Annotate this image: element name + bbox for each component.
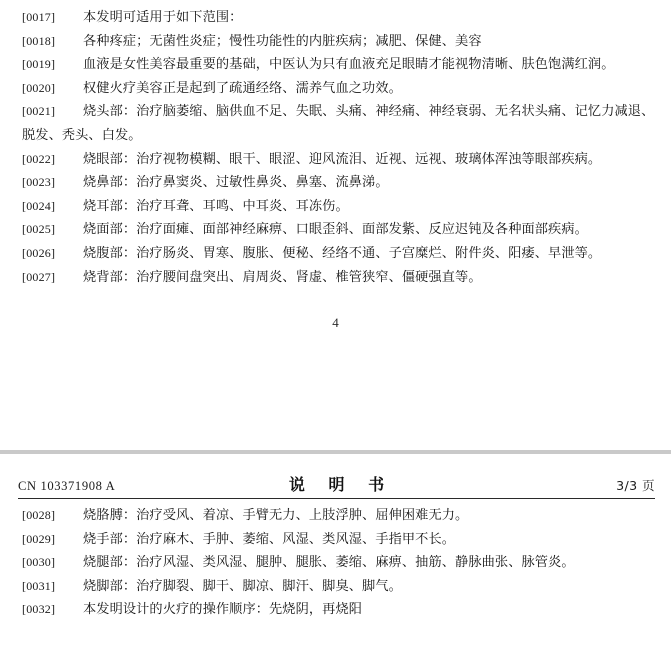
document-title: 说 明 书 [288, 475, 394, 494]
paragraph-number: [0018] [22, 33, 56, 48]
paragraph-number: [0029] [22, 531, 56, 546]
paragraph-0022 [0, 148, 671, 172]
paragraph-0018 [0, 30, 671, 54]
paragraph-text: 烧腹部：治疗肠炎、胃寒、腹胀、便秘、经络不通、子宫糜烂、附件炎、阳痿、早泄等。 [83, 245, 602, 261]
paragraph-number: [0022] [22, 151, 56, 166]
scanned-page-lower [0, 454, 671, 654]
paragraph-text: 烧头部：治疗脑萎缩、脑供血不足、失眠、头痛、神经痛、神经衰弱、无名状头痛、记忆力减退、脱发、秃头、白发。 [22, 104, 655, 143]
paragraph-text: 本发明可适用于如下范围： [83, 10, 243, 25]
paragraph-0027 [0, 266, 671, 290]
paragraph-text: 烧腿部：治疗风湿、类风湿、腿肿、腿胀、萎缩、麻痹、抽筋、静脉曲张、脉管炎。 [83, 555, 575, 571]
paragraph-number: [0030] [22, 555, 56, 570]
paragraph-0020 [0, 77, 671, 101]
paragraph-number: [0021] [22, 104, 56, 119]
paragraph-0030 [0, 551, 671, 575]
paragraph-0029 [0, 528, 671, 552]
page-indicator: 3/3 页 [616, 478, 655, 493]
paragraph-number: [0023] [22, 175, 56, 190]
paragraph-0028 [0, 504, 671, 528]
paragraph-text: 烧眼部：治疗视物模糊、眼干、眼涩、迎风流泪、近视、远视、玻璃体浑浊等眼部疾病。 [83, 151, 602, 167]
paragraph-0032 [0, 598, 671, 622]
paragraph-0026 [0, 242, 671, 266]
paragraph-text: 烧面部：治疗面瘫、面部神经麻痹、口眼歪斜、面部发紫、反应迟钝及各种面部疾病。 [83, 222, 588, 238]
lower-page-body [0, 499, 671, 622]
paragraph-text: 烧鼻部：治疗鼻窦炎、过敏性鼻炎、鼻塞、流鼻涕。 [83, 175, 389, 191]
paragraph-0025 [0, 218, 671, 242]
paragraph-number: [0027] [22, 269, 56, 284]
paragraph-number: [0024] [22, 198, 56, 213]
paragraph-text: 烧耳部：治疗耳聋、耳鸣、中耳炎、耳冻伤。 [83, 198, 349, 214]
paragraph-number: [0028] [22, 508, 56, 522]
paragraph-0019 [0, 53, 671, 77]
document-running-header [18, 468, 655, 499]
paragraph-number: [0026] [22, 245, 56, 260]
paragraph-0021 [0, 100, 671, 147]
paragraph-text: 权健火疗美容正是起到了疏通经络、濡养气血之功效。 [83, 80, 402, 96]
paragraph-text: 各种疼症；无菌性炎症；慢性功能性的内脏疾病；减肥、保健、美容 [83, 33, 482, 49]
paragraph-text: 烧脚部：治疗脚裂、脚干、脚凉、脚汗、脚臭、脚气。 [83, 578, 402, 594]
paragraph-number: [0031] [22, 578, 56, 593]
paragraph-text: 血液是女性美容最重要的基础，中医认为只有血液充足眼睛才能视物清晰、肤色饱满红润。 [83, 57, 615, 73]
paragraph-0031 [0, 575, 671, 599]
paragraph-text: 烧胳膊：治疗受风、着凉、手臂无力、上肢浮肿、屈伸困难无力。 [83, 508, 469, 523]
paragraph-number: [0020] [22, 80, 56, 95]
paragraph-number: [0025] [22, 222, 56, 237]
paragraph-text: 烧手部：治疗麻木、手肿、萎缩、风湿、类风湿、手指甲不长。 [83, 531, 456, 547]
paragraph-number: [0017] [22, 10, 56, 24]
paragraph-number: [0019] [22, 57, 56, 72]
paragraph-0017 [0, 6, 671, 30]
paragraph-number: [0032] [22, 602, 56, 617]
publication-number: CN 103371908 A [18, 479, 116, 493]
page-folio-number: 4 [332, 315, 339, 331]
paragraph-text: 烧背部：治疗腰间盘突出、肩周炎、肾虚、椎管狭窄、僵硬强直等。 [83, 269, 482, 285]
paragraph-0024 [0, 195, 671, 219]
paragraph-text: 本发明设计的火疗的操作顺序：先烧阴，再烧阳 [83, 602, 363, 618]
paragraph-0023 [0, 171, 671, 195]
